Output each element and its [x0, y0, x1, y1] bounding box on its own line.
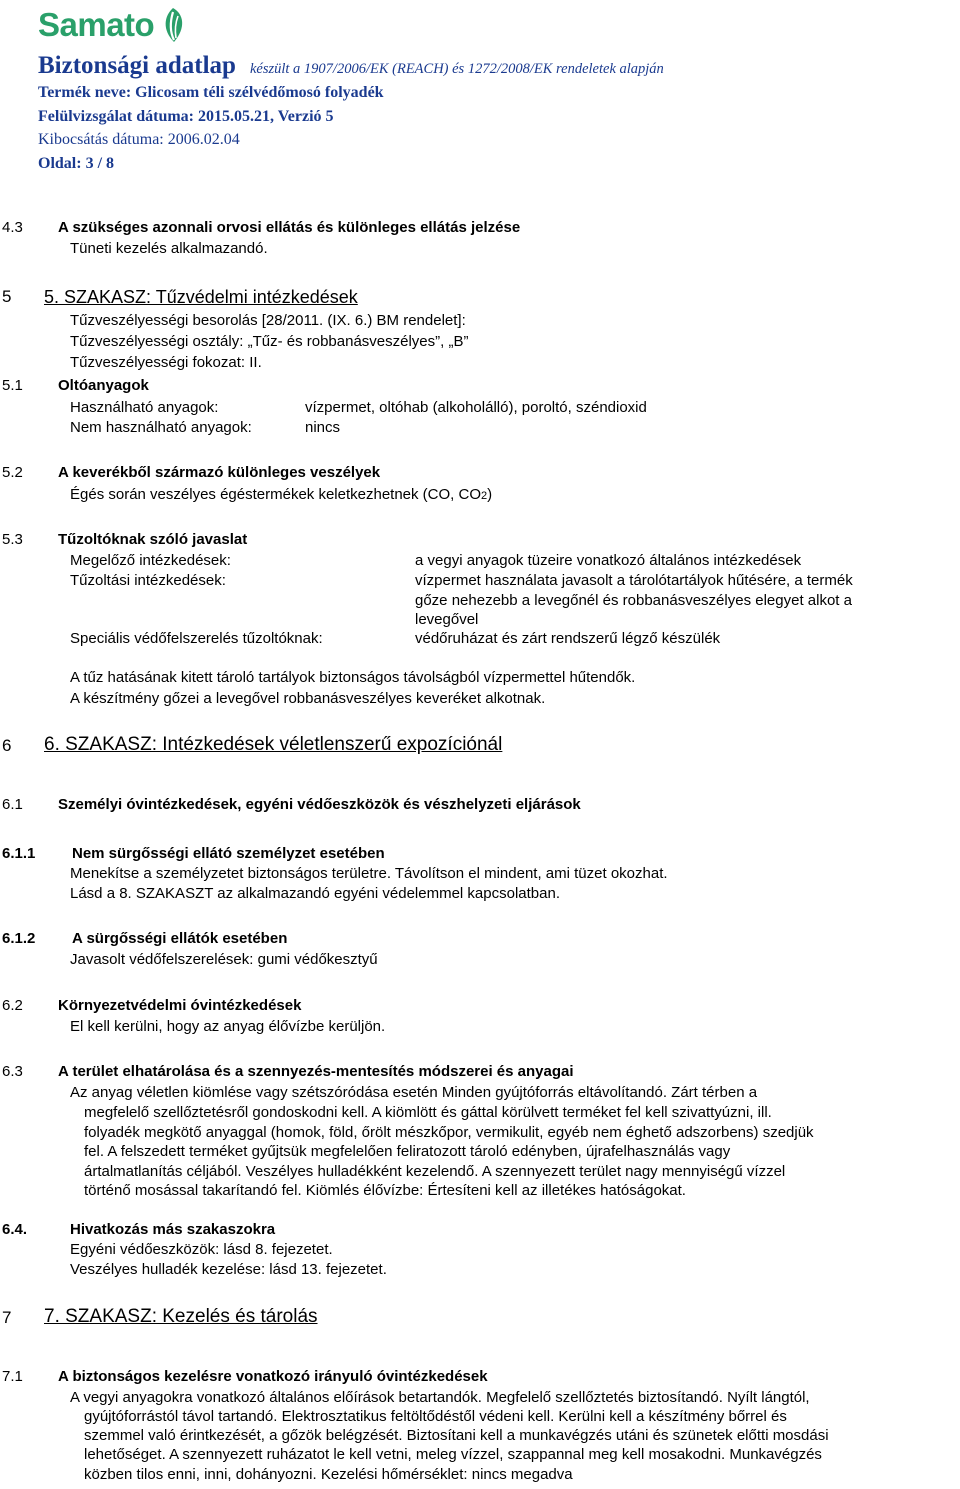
section-6-1-1-line-2: Lásd a 8. SZAKASZT az alkalmazandó egyéni védelemmel kapcsolatban.	[70, 885, 560, 902]
section-5-3-note-1: A tűz hatásának kitett tároló tartályok biztonságos távolságból vízpermettel hűtendők.	[70, 669, 636, 686]
prevention-label: Megelőző intézkedések:	[70, 552, 231, 569]
section-5-2-text-tail: )	[487, 486, 493, 503]
section-6-3-line: történő mosással takarítandó fel. Kiömlés élővízbe: Értesíteni kell az illetékes hatóságokat.	[84, 1182, 686, 1199]
section-5-line-1: Tűzveszélyességi besorolás [28/2011. (IX. 6.) BM rendelet]:	[70, 312, 466, 329]
section-6-1-title: Személyi óvintézkedések, egyéni védőeszközök és vészhelyzeti eljárások	[58, 796, 581, 813]
product-name: Termék neve: Glicosam téli szélvédőmosó folyadék	[38, 84, 384, 101]
section-6-1-1-line-1: Menekítse a személyzetet biztonságos területre. Távolítson el mindent, ami tüzet okozhat.	[70, 865, 668, 882]
section-7-1-line: gyújtóforrástól távol tartandó. Elektrosztatikus feltöltődéstől védeni kell. Kerülni kell a készítmény bőrrel és	[84, 1408, 787, 1425]
unusable-agents-label: Nem használható anyagok:	[70, 419, 252, 436]
section-7-1-line: szemmel való érintkezését, a gőzök belégzését. Biztosítani kell a munkavégzés utáni és szünetek előtti mosdási	[84, 1427, 829, 1444]
section-4-3-title: A szükséges azonnali orvosi ellátás és különleges ellátás jelzése	[58, 219, 521, 236]
special-equipment-label: Speciális védőfelszerelés tűzoltóknak:	[70, 630, 323, 647]
prevention-value: a vegyi anyagok tüzeire vonatkozó általános intézkedések	[415, 552, 802, 569]
section-6-4-number: 6.4.	[2, 1221, 28, 1238]
document-title-row	[38, 52, 664, 80]
section-7-number: 7	[2, 1308, 12, 1327]
section-6-3-line: fel. A felszedett terméket gyűjtsük megfelelően feliratozott tároló edényben, újrafelhasználás vagy	[84, 1143, 731, 1160]
section-7-1-title: A biztonságos kezelésre vonatkozó irányuló óvintézkedések	[58, 1368, 488, 1385]
section-6-1-2-line-1: Javasolt védőfelszerelések: gumi védőkesztyű	[70, 951, 378, 968]
section-6-3-line: folyadék megkötő anyaggal (homok, föld, őrölt mészkőpor, vermikulit, egyéb nem éghető adszorbens) szedjük	[84, 1124, 814, 1141]
usable-agents-value: vízpermet, oltóhab (alkoholálló), poroltó, széndioxid	[305, 399, 647, 416]
section-6-1-2-title: A sürgősségi ellátók esetében	[72, 930, 288, 947]
section-6-4-line-2: Veszélyes hulladék kezelése: lásd 13. fejezetet.	[70, 1261, 387, 1278]
section-5-3-number: 5.3	[2, 531, 23, 548]
document-title: Biztonsági adatlap	[38, 52, 236, 79]
section-5-2-number: 5.2	[2, 464, 23, 481]
section-6-3-line: ártalmatlanítás céljából. Veszélyes hulladékként kezelendő. A szennyezett terület nagy mennyiségű vízzel	[84, 1163, 786, 1180]
section-6-1-number: 6.1	[2, 796, 23, 813]
section-7-1-line: lehetőséget. A szennyezett ruházatot le kell vetni, meleg vízzel, szappannal meg kell mosakodni. Munkavégzés	[84, 1446, 822, 1463]
special-equipment-value: védőruházat és zárt rendszerű légző készülék	[415, 630, 721, 647]
leaf-icon	[158, 6, 188, 44]
page-number: Oldal: 3 / 8	[38, 155, 115, 172]
section-5-2-text	[70, 486, 492, 503]
section-5-line-2: Tűzveszélyességi osztály: „Tűz- és robbanásveszélyes”, „B”	[70, 333, 469, 350]
section-5-1-title: Oltóanyagok	[58, 377, 149, 394]
document-subtitle: készült a 1907/2006/EK (REACH) és 1272/2008/EK rendeletek alapján	[249, 61, 664, 77]
section-6-1-2-number: 6.1.2	[2, 930, 36, 947]
section-6-2-line-1: El kell kerülni, hogy az anyag élővízbe kerüljön.	[70, 1018, 386, 1035]
logo-text: Samato	[38, 6, 155, 43]
section-5-3-title: Tűzoltóknak szóló javaslat	[58, 531, 248, 548]
firefighting-value-3: levegővel	[415, 611, 479, 628]
section-6-2-number: 6.2	[2, 997, 23, 1014]
samato-logo	[38, 4, 188, 46]
section-6-title: 6. SZAKASZ: Intézkedések véletlenszerű expozíciónál	[44, 734, 503, 755]
usable-agents-label: Használható anyagok:	[70, 399, 219, 416]
section-5-3-note-2: A készítmény gőzei a levegővel robbanásveszélyes keveréket alkotnak.	[70, 690, 546, 707]
section-6-4-title: Hivatkozás más szakaszokra	[70, 1221, 276, 1238]
section-5-title: 5. SZAKASZ: Tűzvédelmi intézkedések	[44, 287, 358, 307]
section-6-1-1-number: 6.1.1	[2, 845, 36, 862]
section-5-2-subscript: 2	[481, 490, 488, 502]
section-7-1-line: A vegyi anyagokra vonatkozó általános előírások betartandók. Megfelelő szellőztetés biztosítandó. Nyílt lángtól,	[70, 1389, 810, 1406]
section-6-3-line: Az anyag véletlen kiömlése vagy szétszóródása esetén Minden gyújtóforrás eltávolítandó. Zárt térben a	[70, 1084, 758, 1101]
section-5-number: 5	[2, 287, 12, 306]
section-5-2-title: A keverékből származó különleges veszélyek	[58, 464, 381, 481]
section-5-2-text-main: Égés során veszélyes égéstermékek keletkezhetnek (CO, CO	[70, 486, 482, 503]
section-7-1-line: közben tilos enni, inni, dohányozni. Kezelési hőmérséklet: nincs megadva	[84, 1466, 573, 1483]
section-6-number: 6	[2, 736, 12, 755]
firefighting-value-2: gőze nehezebb a levegőnél és robbanásveszélyes elegyet alkot a	[415, 592, 852, 609]
section-6-3-title: A terület elhatárolása és a szennyezés-mentesítés módszerei és anyagai	[58, 1063, 574, 1080]
issue-date: Kibocsátás dátuma: 2006.02.04	[38, 131, 240, 148]
section-6-3-line: megfelelő szellőztetésről gondoskodni kell. A kiömlött és gáttal körülvett terméket fel kell szivattyúzni, ill.	[84, 1104, 772, 1121]
section-6-3-number: 6.3	[2, 1063, 23, 1080]
section-6-2-title: Környezetvédelmi óvintézkedések	[58, 997, 302, 1014]
firefighting-value-1: vízpermet használata javasolt a tárolótartályok hűtésére, a termék	[415, 572, 853, 589]
section-7-title: 7. SZAKASZ: Kezelés és tárolás	[44, 1306, 318, 1327]
review-date: Felülvizsgálat dátuma: 2015.05.21, Verzió 5	[38, 108, 334, 125]
firefighting-label: Tűzoltási intézkedések:	[70, 572, 226, 589]
section-5-1-number: 5.1	[2, 377, 23, 394]
section-4-3-text: Tüneti kezelés alkalmazandó.	[70, 240, 268, 257]
section-5-line-3: Tűzveszélyességi fokozat: II.	[70, 354, 262, 371]
section-4-3-number: 4.3	[2, 219, 23, 236]
section-6-1-1-title: Nem sürgősségi ellátó személyzet esetében	[72, 845, 385, 862]
section-7-1-number: 7.1	[2, 1368, 23, 1385]
unusable-agents-value: nincs	[305, 419, 341, 436]
section-6-4-line-1: Egyéni védőeszközök: lásd 8. fejezetet.	[70, 1241, 333, 1258]
